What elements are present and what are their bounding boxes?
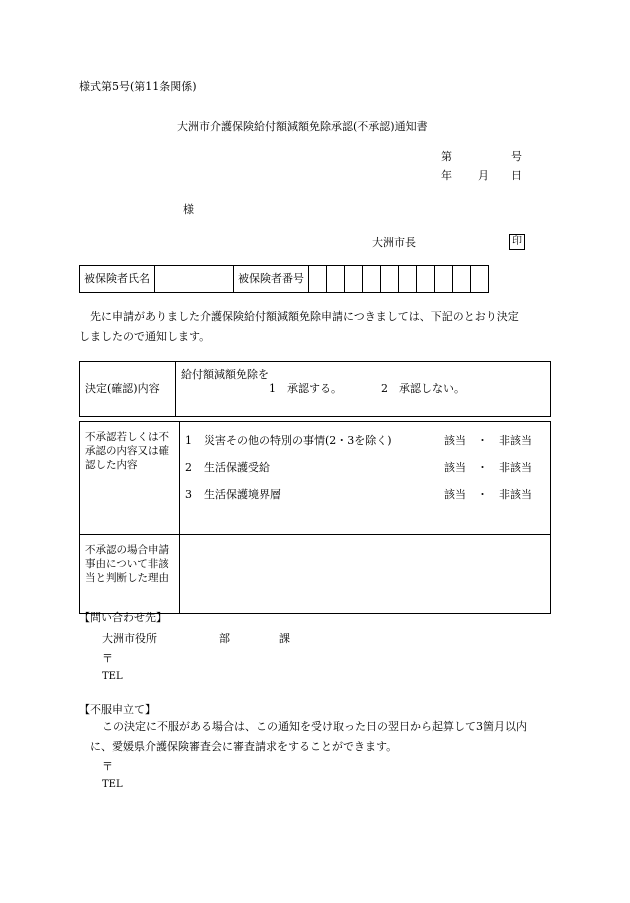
date-month: 月 bbox=[478, 169, 489, 182]
insured-number-digit[interactable] bbox=[363, 266, 381, 293]
decision-label: 決定(確認)内容 bbox=[80, 362, 176, 417]
document-title: 大洲市介護保険給付額減額免除承認(不承認)通知書 bbox=[177, 120, 428, 133]
contact-postal-mark: 〒 bbox=[102, 652, 113, 665]
decision-line-1: 給付額減額免除を bbox=[181, 368, 269, 381]
insured-number-digit[interactable] bbox=[435, 266, 453, 293]
date-year: 年 bbox=[441, 169, 452, 182]
issuer-name: 大洲市長 bbox=[372, 236, 416, 249]
reason-item-options[interactable]: 該当 ・ 非該当 bbox=[444, 434, 532, 447]
insured-info-table bbox=[79, 265, 489, 293]
insured-number-digit[interactable] bbox=[381, 266, 399, 293]
date-day: 日 bbox=[511, 169, 522, 182]
contact-tel: TEL bbox=[102, 671, 123, 682]
appeal-text-line-1: この決定に不服がある場合は、この通知を受け取った日の翌日から起算して3箇月以内 bbox=[102, 720, 527, 733]
appeal-postal-mark: 〒 bbox=[102, 760, 113, 773]
reason-item-number: 1 bbox=[185, 434, 192, 447]
reason-item-number: 2 bbox=[185, 461, 192, 474]
contact-header: 【問い合わせ先】 bbox=[79, 611, 167, 624]
reason-items bbox=[180, 422, 551, 535]
decision-content bbox=[176, 362, 551, 417]
notice-text-line-2: しましたので通知します。 bbox=[79, 330, 211, 343]
appeal-tel: TEL bbox=[102, 779, 123, 790]
doc-number-prefix: 第 bbox=[441, 150, 452, 163]
insured-name-field[interactable] bbox=[155, 266, 234, 293]
insured-number-digit[interactable] bbox=[471, 266, 489, 293]
reason-explanation-field[interactable] bbox=[180, 535, 551, 614]
insured-number-digit[interactable] bbox=[453, 266, 471, 293]
reason-table bbox=[79, 421, 551, 614]
appeal-header: 【不服申立て】 bbox=[79, 703, 156, 716]
reason-item-number: 3 bbox=[185, 488, 192, 501]
insured-number-digit[interactable] bbox=[327, 266, 345, 293]
addressee-honorific: 様 bbox=[183, 203, 194, 216]
insured-number-digit[interactable] bbox=[399, 266, 417, 293]
reason-item bbox=[180, 488, 550, 515]
reason-item-text: 災害その他の特別の事情(2・3を除く) bbox=[204, 434, 392, 447]
decision-option-reject[interactable]: 2 承認しない。 bbox=[381, 382, 465, 396]
insured-number-digit[interactable] bbox=[345, 266, 363, 293]
reason-item bbox=[180, 434, 550, 461]
contact-section: 課 bbox=[279, 632, 290, 645]
notice-text-line-1: 先に申請がありました介護保険給付額減額免除申請につきましては、下記のとおり決定 bbox=[90, 310, 519, 323]
reason-item-options[interactable]: 該当 ・ 非該当 bbox=[444, 488, 532, 501]
decision-option-approve[interactable]: 1 承認する。 bbox=[269, 382, 342, 396]
reason-item-text: 生活保護受給 bbox=[204, 461, 270, 474]
form-number: 様式第5号(第11条関係) bbox=[79, 80, 197, 93]
insured-name-label: 被保険者氏名 bbox=[80, 266, 155, 293]
contact-dept: 部 bbox=[219, 632, 230, 645]
insured-number-digit[interactable] bbox=[417, 266, 435, 293]
reason-item-options[interactable]: 該当 ・ 非該当 bbox=[444, 461, 532, 474]
seal-mark: 印 bbox=[509, 234, 525, 250]
insured-number-label: 被保険者番号 bbox=[234, 266, 309, 293]
decision-table bbox=[79, 361, 551, 417]
reason-item-text: 生活保護境界層 bbox=[204, 488, 281, 501]
doc-number-suffix: 号 bbox=[511, 150, 522, 163]
insured-number-digit[interactable] bbox=[309, 266, 327, 293]
reason-item bbox=[180, 461, 550, 488]
contact-office: 大洲市役所 bbox=[102, 632, 157, 645]
reason-label-2: 不承認の場合申請事由について非該当と判断した理由 bbox=[80, 535, 180, 614]
appeal-text-line-2: に、愛媛県介護保険審査会に審査請求をすることができます。 bbox=[90, 740, 398, 753]
reason-label-1: 不承認若しくは不承認の内容又は確認した内容 bbox=[80, 422, 180, 535]
